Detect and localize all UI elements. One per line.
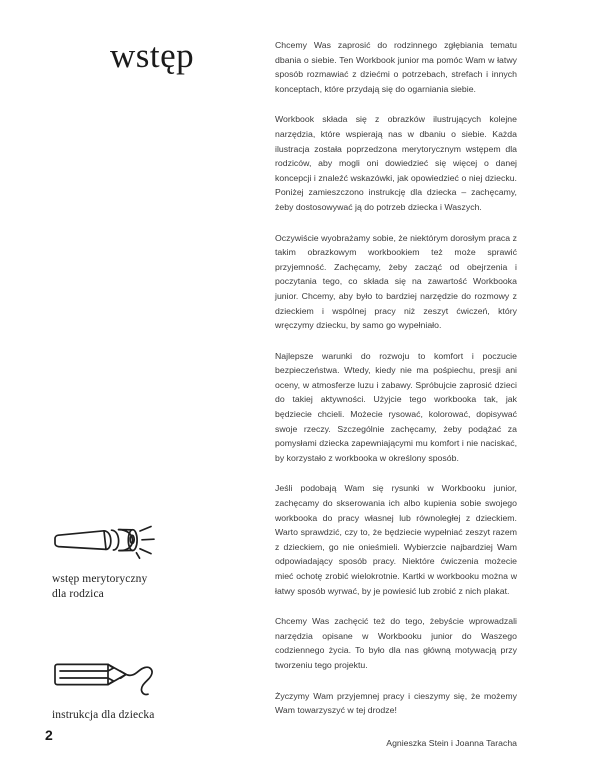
legend-parent-intro: [52, 524, 252, 602]
legend-parent-caption: [52, 572, 252, 602]
body-paragraph: Chcemy Was zaprosić do rodzinnego zgłębiania tematu dbania o siebie. Ten Workbook junior ma pomóc Wam w łatwy sposób rozmawiać z dziećmi o potrzebach, strefach i innych konceptach, które przydają się do ogarniania siebie.: [275, 40, 517, 94]
pencil-icon: [52, 660, 164, 698]
legend-child-caption-line1: instrukcja dla dziecka: [52, 709, 155, 721]
body-paragraph: Oczywiście wyobrażamy sobie, że niektórym dorosłym praca z takim obrazkowym workbookiem też może sprawić przyjemność. Zachęcamy, żeby zacząć od obejrzenia i poczytania tego, co składa się na zawartość Workbooka junior. Chcemy, aby było to bardziej narzędzie do rozmowy z dzieckiem i wspólnej pracy niż zeszyt ćwiczeń, który wręczymy dziecku, by samo go wypełniało.: [275, 232, 517, 331]
page-number: 2: [45, 727, 53, 743]
left-column: [0, 0, 262, 774]
body-paragraph: Chcemy Was zachęcić też do tego, żebyście wprowadzali narzędzia opisane w Workbooku junior do Waszego codziennego życia. To było dla nas główną motywacją przy tworzeniu tego projektu.: [275, 616, 517, 670]
body-paragraph: Workbook składa się z obrazków ilustrujących kolejne narzędzia, które wspierają nas w dbaniu o siebie. Każda ilustracja została poprzedzona merytorycznym wstępem dla rodziców, aby mogli oni dowiedzieć się więcej o danej koncepcji i znaleźć wskazówki, jak opowiedzieć o niej dziecku. Poniżej zamieszczono instrukcję dla dziecka – zachęcamy, żeby dostosowywać ją do potrzeb dziecka i Waszych.: [275, 114, 517, 212]
flashlight-icon: [52, 524, 164, 562]
body-paragraph: Najlepsze warunki do rozwoju to komfort i poczucie bezpieczeństwa. Wtedy, kiedy nie ma pośpiechu, presji ani oceny, w atmosferze luzu i zabawy. Spróbujcie zaprosić dzieci do takiej aktywności. Użyjcie tego workbooka tak, jak będziecie chcieli. Możecie rysować, kolorować, dopisywać swoje rzeczy. Szczególnie zachęcamy, żeby podążać za pomysłami dziecka zapewniającymi mu komfort i nie naciskać, by korzystało z workbooka w określony sposób.: [275, 350, 517, 463]
body-paragraph: Życzymy Wam przyjemnej pracy i cieszymy się, że możemy Wam towarzyszyć w tej drodze!: [275, 690, 517, 716]
legend-parent-caption-line2: dla rodzica: [52, 588, 104, 601]
legend-child-instruction: [52, 660, 252, 723]
page-title: wstęp: [110, 36, 195, 75]
body-text-column: [275, 38, 517, 750]
legend-parent-caption-line1: wstęp merytoryczny: [52, 573, 148, 585]
author-signature: Agnieszka Stein i Joanna Taracha: [386, 737, 517, 748]
legend-child-caption: [52, 708, 252, 723]
body-paragraph: Jeśli podobają Wam się rysunki w Workbooku junior, zachęcamy do skserowania ich albo kupienia sobie swojego workbooka do pracy własnej lub równoległej z dzieckiem. Warto sprawdzić, czy to, że będziecie wypełniać zeszyt razem z dzieckiem, go nie onieśmieli. Wybierzcie najbardziej Wam odpowiadający sposób pracy. Niektóre ćwiczenia możecie mieć ochotę zrobić wielokrotnie. Kartki w workbooku można w łatwy sposób wyrwać, by je powiesić lub zrobić z nich plakat.: [275, 483, 517, 596]
